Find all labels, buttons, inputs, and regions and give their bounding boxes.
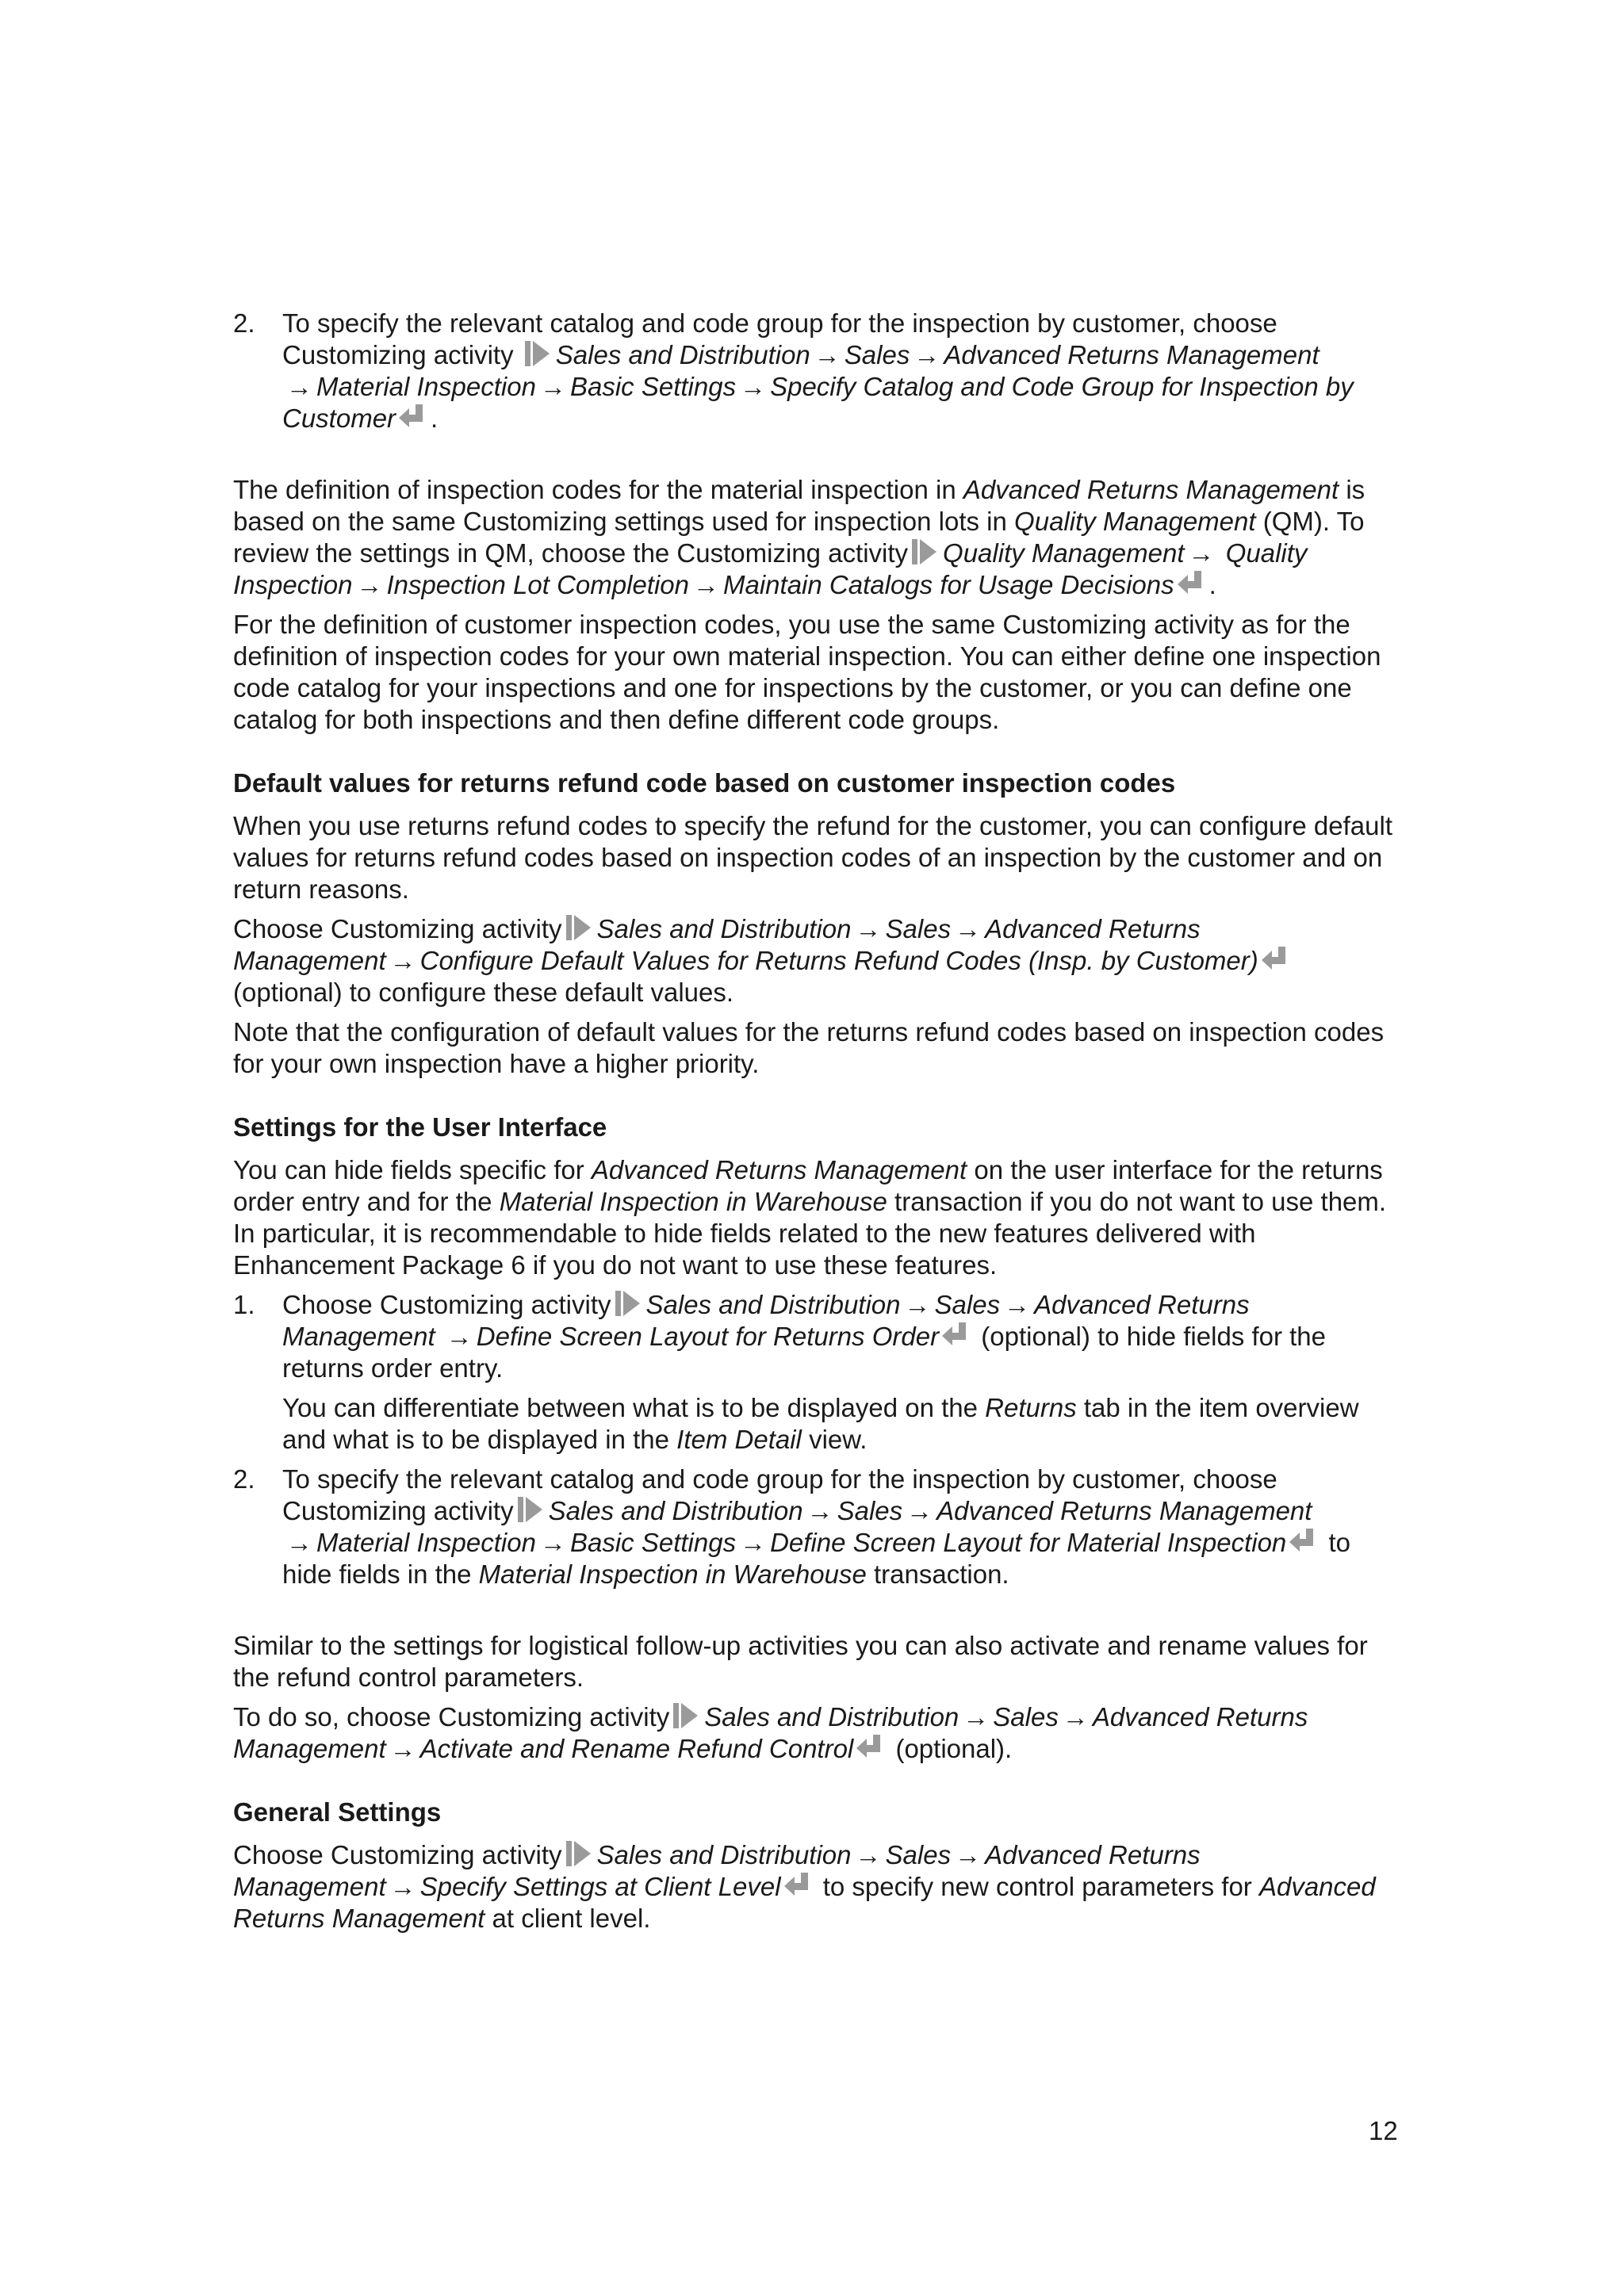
menu-path-segment[interactable]: Sales: [934, 1290, 1001, 1319]
menu-path-segment[interactable]: Sales and Distribution: [704, 1702, 959, 1732]
menu-path-segment[interactable]: Sales: [993, 1702, 1059, 1732]
menu-path-segment[interactable]: Material Inspection: [316, 1528, 536, 1557]
menu-path-segment[interactable]: Basic Settings: [569, 1528, 737, 1557]
paragraph-inspection-codes: The definition of inspection codes for the material inspection in Advanced Returns Management is based on the same Customizing settings used for inspection lots in Quality Management (QM). To review the settings in QM, choose the Customizing activity Quality Management → Quality Inspection → Inspection Lot Completion → Maintain Catalogs for Usage Decisions .: [233, 475, 1365, 599]
sap-activity-start-icon[interactable]: [565, 914, 592, 941]
menu-path-segment[interactable]: Advanced Returns Management: [944, 340, 1320, 369]
list-item-material-inspection-layout: 2. To specify the relevant catalog and code group for the inspection by customer, choose Customizing activity Sales and Distribution → Sales → Advanced Returns Management → Material Inspection → Basic Settings → Define Screen Layout for Material Inspection to hide fields in the Material Inspection in Warehouse transaction.: [233, 1464, 1350, 1589]
menu-path-segment[interactable]: Activate and Rename Refund Control: [419, 1734, 854, 1763]
list-number: 2.: [233, 308, 255, 338]
sap-return-icon[interactable]: [856, 1734, 883, 1761]
sap-activity-start-icon[interactable]: [672, 1702, 699, 1729]
paragraph-priority-note: Note that the configuration of default values for the returns refund codes based on inspection codes for your own inspection have a higher priority.: [233, 1017, 1385, 1078]
menu-path-segment[interactable]: Sales and Distribution: [596, 914, 852, 943]
menu-path-segment[interactable]: Configure Default Values for Returns Refund Codes (Insp. by Customer): [419, 946, 1258, 975]
sap-return-icon[interactable]: [1177, 570, 1204, 597]
sap-return-icon[interactable]: [398, 404, 425, 430]
sap-activity-start-icon[interactable]: [614, 1290, 641, 1317]
menu-path-segment[interactable]: Sales: [837, 1496, 903, 1525]
sap-activity-start-icon[interactable]: [910, 538, 937, 565]
menu-path-segment[interactable]: Sales: [885, 914, 952, 943]
paragraph-client-level: Choose Customizing activity Sales and Distribution → Sales → Advanced Returns Management → Specify Settings at Client Level to specify new control parameters for Advanced Returns Management at client level.: [233, 1840, 1376, 1933]
menu-path-segment[interactable]: Inspection Lot Completion: [386, 570, 689, 599]
list-item-returns-order: 1. Choose Customizing activity Sales and Distribution → Sales → Advanced Returns Management → Define Screen Layout for Returns Order (optional) to hide fields for the returns order entry.: [233, 1290, 1327, 1383]
paragraph-customer-inspection-codes: For the definition of customer inspection codes, you use the same Customizing activity as for the definition of inspection codes for your own material inspection. You can either define one inspection code catalog for your inspections and one for inspections by the customer, or you can define one catalog for both inspections and then define different code groups.: [233, 610, 1381, 734]
list-number: 1.: [233, 1290, 255, 1319]
paragraph-configure-defaults: Choose Customizing activity Sales and Distribution → Sales → Advanced Returns Management → Configure Default Values for Returns Refund Codes (Insp. by Customer) (optional) to configure these default values.: [233, 913, 1399, 1008]
menu-path-segment[interactable]: Sales and Distribution: [645, 1290, 901, 1319]
list-item-specify-catalog: 2. To specify the relevant catalog and code group for the inspection by customer, choose Customizing activity Sales and Distribution → Sales → Advanced Returns Management → Material Inspection → Basic Settings → Specify Catalog and Code Group for Inspection by Customer .: [233, 308, 1354, 433]
menu-path-segment[interactable]: Specify Settings at Client Level: [419, 1872, 781, 1901]
sap-activity-start-icon[interactable]: [516, 1496, 543, 1523]
menu-path-segment[interactable]: Material Inspection: [316, 372, 536, 401]
menu-path-segment[interactable]: Define Screen Layout for Returns Order: [476, 1322, 940, 1351]
page-number: 12: [1369, 2116, 1398, 2145]
list-sub-paragraph: You can differentiate between what is to be displayed on the Returns tab in the item overview and what is to be displayed in the Item Detail view.: [282, 1393, 1359, 1454]
menu-path-segment[interactable]: Specify Catalog and Code Group for Inspection by Customer: [282, 372, 1354, 433]
document-body: [233, 308, 1399, 1934]
sap-return-icon[interactable]: [1261, 946, 1288, 973]
menu-path-segment[interactable]: Basic Settings: [569, 372, 737, 401]
sap-return-icon[interactable]: [1289, 1528, 1316, 1555]
menu-path-segment[interactable]: Advanced Returns Management: [282, 1290, 1250, 1351]
paragraph-hide-fields: You can hide fields specific for Advanced Returns Management on the user interface for the returns order entry and for the Material Inspection in Warehouse transaction if you do not want to use them. In particular, it is recommendable to hide fields related to the new features delivered with Enhancement Package 6 if you do not want to use these features.: [233, 1155, 1387, 1280]
menu-path-segment[interactable]: Advanced Returns Management: [233, 1702, 1308, 1763]
list-number: 2.: [233, 1464, 255, 1494]
menu-path-segment[interactable]: Maintain Catalogs for Usage Decisions: [723, 570, 1174, 599]
paragraph-refund-codes: When you use returns refund codes to specify the refund for the customer, you can configure default values for returns refund codes based on inspection codes of an inspection by the customer and on return reasons.: [233, 811, 1393, 904]
heading-user-interface: Settings for the User Interface: [233, 1112, 607, 1142]
menu-path-segment[interactable]: Advanced Returns Management: [233, 1840, 1201, 1901]
paragraph-refund-control: Similar to the settings for logistical follow-up activities you can also activate and rename values for the refund control parameters.: [233, 1631, 1368, 1692]
menu-path-segment[interactable]: Sales: [885, 1840, 952, 1869]
menu-path-segment[interactable]: Define Screen Layout for Material Inspection: [770, 1528, 1287, 1557]
sap-activity-start-icon[interactable]: [565, 1840, 592, 1867]
sap-activity-start-icon[interactable]: [523, 340, 550, 367]
heading-default-values: Default values for returns refund code based on customer inspection codes: [233, 768, 1176, 798]
menu-path-segment[interactable]: Advanced Returns Management: [936, 1496, 1312, 1525]
menu-path-segment[interactable]: Sales: [844, 340, 910, 369]
menu-path-segment[interactable]: Quality Inspection: [233, 538, 1308, 599]
menu-path-segment[interactable]: Quality Management: [943, 538, 1185, 568]
menu-path-segment[interactable]: Sales and Distribution: [548, 1496, 803, 1525]
menu-path-segment[interactable]: Sales and Distribution: [555, 340, 810, 369]
sap-return-icon[interactable]: [941, 1322, 968, 1349]
sap-return-icon[interactable]: [783, 1872, 810, 1899]
paragraph-activate-rename: To do so, choose Customizing activity Sales and Distribution → Sales → Advanced Returns Management → Activate and Rename Refund Control (optional).: [233, 1702, 1308, 1763]
heading-general-settings: General Settings: [233, 1797, 442, 1827]
menu-path-segment[interactable]: Advanced Returns Management: [233, 914, 1201, 975]
menu-path-segment[interactable]: Sales and Distribution: [596, 1840, 852, 1869]
